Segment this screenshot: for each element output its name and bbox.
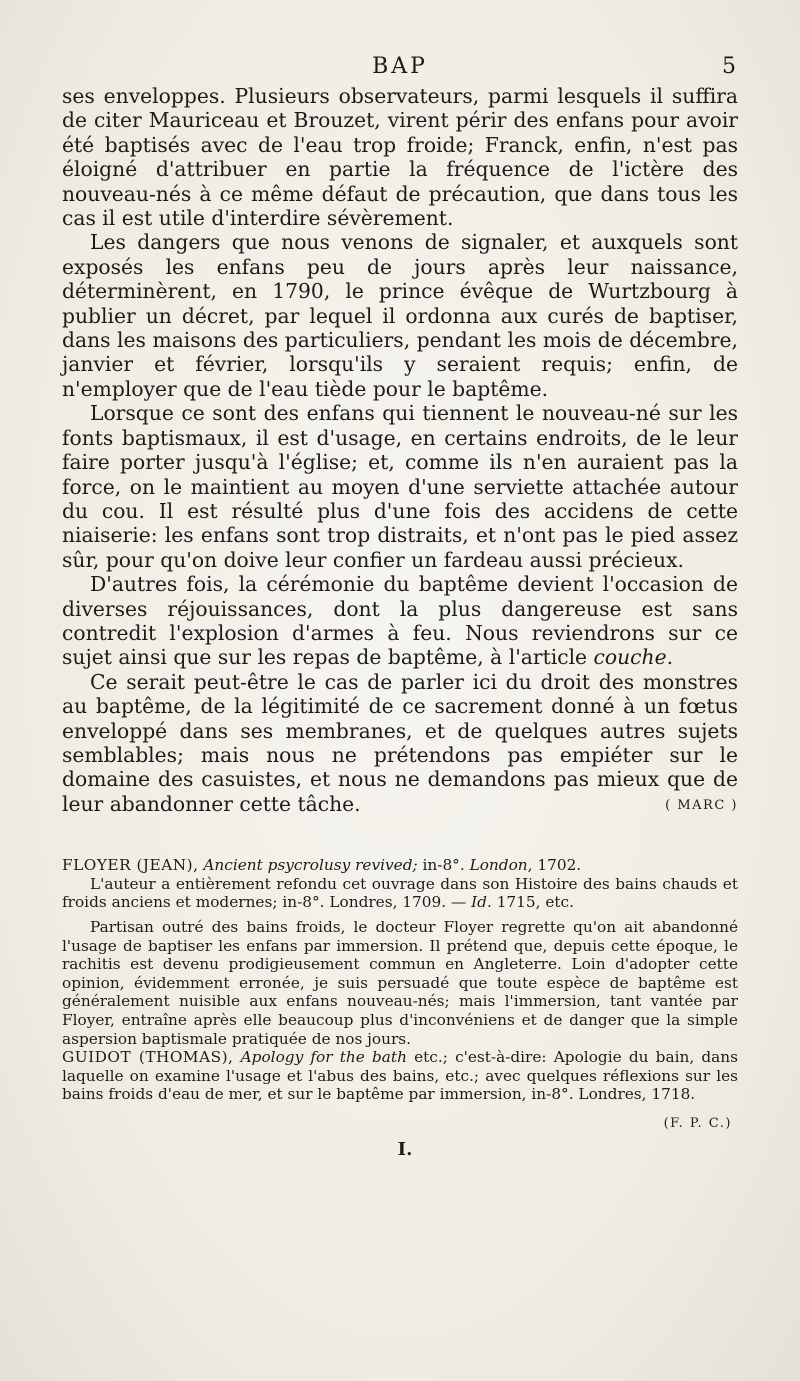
note-id: Id. bbox=[471, 893, 492, 912]
paragraph-5 bbox=[62, 670, 738, 816]
bibliography bbox=[62, 856, 738, 1160]
note-text: L'auteur a entièrement refondu cet ouvrage dans son Histoire des bains chauds et froids anciens et modernes; in-8°. Londres, 1709. — bbox=[62, 874, 738, 912]
note-id-rest: 1715, etc. bbox=[491, 893, 574, 912]
page-header bbox=[62, 48, 738, 84]
entry-title: Apology for the bath bbox=[240, 1048, 407, 1067]
entry-author: GUIDOT (THOMAS), bbox=[62, 1048, 234, 1067]
entry-rest: etc.; c'est-à-dire: Apologie du bain, dans laquelle on examine l'usage et l'abus des bains, etc.; avec quelques réflexions sur les bains froids d'eau de mer, et sur le baptême par immersion, in-8°. Londres, 1718. bbox=[62, 1048, 738, 1104]
entry-place: London bbox=[469, 856, 528, 875]
paragraph-5-text: Ce serait peut-être le cas de parler ici du droit des monstres au baptême, de la légitimité de ce sacrement donné à un fœtus enveloppé dans ses membranes, et de quelques autres sujets semblables; mais nous ne prétendons pas empiéter sur le domaine des casuistes, et nous ne demandons pas mieux que de leur abandonner cette tâche. bbox=[62, 669, 738, 816]
entry-year: , 1702. bbox=[527, 856, 582, 875]
notes-signature: (F. P. C.) bbox=[663, 1115, 732, 1131]
entry-author: FLOYER (JEAN), bbox=[62, 856, 199, 875]
bibliography-entry-guidot bbox=[62, 1048, 738, 1104]
bibliography-entry-floyer bbox=[62, 856, 738, 875]
paragraph-4-text: D'autres fois, la cérémonie du baptême devient l'occasion de diverses réjouissances, dont la plus dangereuse est sans contredit l'explosion d'armes à feu. Nous reviendrons sur ce sujet ainsi que sur les repas de baptême, à l'article bbox=[62, 572, 738, 670]
author-signature: ( MARC ) bbox=[665, 797, 738, 813]
section-spacer bbox=[62, 816, 738, 856]
page-number: 5 bbox=[722, 54, 736, 79]
bibliography-note-2: Partisan outré des bains froids, le docteur Floyer regrette qu'on ait abandonné l'usage de baptiser les enfans par immersion. Il prétend que, depuis cette époque, le rachitis est devenu prodigieusement commun en Angleterre. Loin d'adopter cette opinion, évidemment erronée, je suis persuadé que toute espèce de baptême est généralement nuisible aux enfans nouveau-nés; mais l'immersion, tant vantée par Floyer, entraîne après elle beaucoup plus d'inconvéniens et de danger que la simple aspersion baptismale pratiquée de nos jours. bbox=[62, 917, 738, 1048]
signature-mark: I. bbox=[397, 1138, 413, 1160]
entry-title: Ancient psycrolusy revived; bbox=[203, 856, 418, 875]
running-head: BAP bbox=[372, 54, 428, 79]
entry-format: in-8°. bbox=[417, 856, 470, 875]
paragraph-2: Les dangers que nous venons de signaler, et auxquels sont exposés les enfans peu de jours après leur naissance, déterminèrent, en 1790, le prince évêque de Wurtzbourg à publier un décret, par lequel il ordonna aux curés de baptiser, dans les maisons des particuliers, pendant les mois de décembre, janvier et février, lorsqu'ils y seraient requis; enfin, de n'employer que de l'eau tiède pour le baptême. bbox=[62, 230, 738, 401]
bibliography-note-1 bbox=[62, 875, 738, 912]
paragraph-4 bbox=[62, 572, 738, 670]
main-text bbox=[62, 84, 738, 816]
paragraph-1: ses enveloppes. Plusieurs observateurs, parmi lesquels il suffira de citer Mauriceau et Brouzet, virent périr des enfans pour avoir été baptisés avec de l'eau trop froide; Franck, enfin, n'est pas éloigné d'attribuer en partie la fréquence de l'ictère des nouveau-nés à ce même défaut de précaution, que dans tous les cas il est utile d'interdire sévèrement. bbox=[62, 84, 738, 231]
paragraph-4-end: . bbox=[666, 645, 674, 670]
article-reference: couche bbox=[593, 645, 667, 670]
paragraph-3: Lorsque ce sont des enfans qui tiennent le nouveau-né sur les fonts baptismaux, il est d'usage, en certains endroits, de le leur faire porter jusqu'à l'église; et, comme ils n'en auraient pas la force, on le maintient au moyen d'une serviette attachée autour du cou. Il est résulté plus d'une fois des accidens de cette niaiserie: les enfans sont trop distraits, et n'ont pas le pied assez sûr, pour qu'on doive leur confier un fardeau aussi précieux. bbox=[62, 401, 738, 572]
